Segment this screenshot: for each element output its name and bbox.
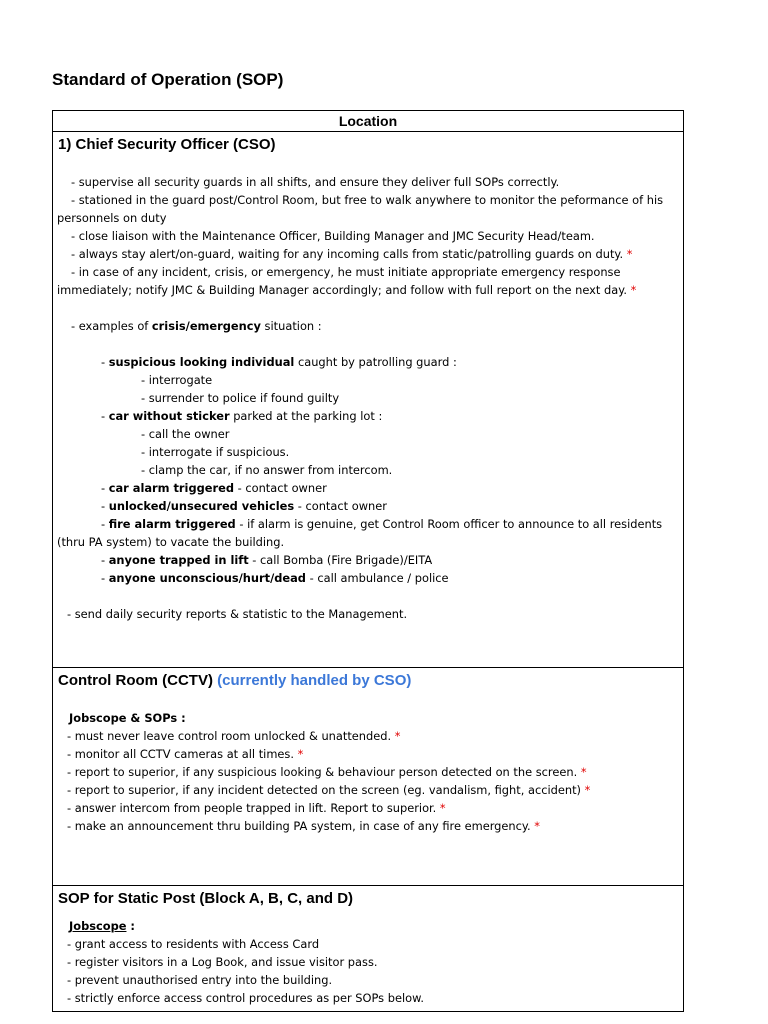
required-star: *: [584, 783, 591, 797]
cctv-item: - make an announcement thru building PA system, in case of any fire emergency. *: [67, 819, 540, 833]
cso-title: 1) Chief Security Officer (CSO): [58, 136, 276, 153]
cctv-title: Control Room (CCTV) (currently handled by CSO): [58, 672, 412, 689]
static-post-body: [53, 917, 683, 1007]
location-header: Location: [53, 111, 684, 132]
required-star: *: [297, 747, 304, 761]
cctv-note: (currently handled by CSO): [217, 672, 412, 689]
example-item: - anyone trapped in lift - call Bomba (Fire Brigade)/EITA: [101, 553, 433, 567]
cctv-item: - answer intercom from people trapped in lift. Report to superior. *: [67, 801, 446, 815]
cso-duty: - in case of any incident, crisis, or emergency, he must initiate appropriate emergency response immediately; notify JMC & Building Manager accordingly; and follow with full report on the next day. *: [57, 265, 637, 297]
static-post-section: [53, 886, 684, 1012]
cso-duty: - always stay alert/on-guard, waiting for any incoming calls from static/patrolling guards on duty. *: [71, 247, 633, 261]
example-item: - suspicious looking individual caught by patrolling guard :: [101, 355, 457, 369]
example-subitem: - interrogate if suspicious.: [141, 445, 290, 459]
cctv-body: [53, 691, 683, 835]
example-item: - car alarm triggered - contact owner: [101, 481, 327, 495]
example-item: - unlocked/unsecured vehicles - contact owner: [101, 499, 387, 513]
cctv-item: - monitor all CCTV cameras at all times. *: [67, 747, 304, 761]
cctv-item: - report to superior, if any incident detected on the screen (eg. vandalism, fight, accident) *: [67, 783, 591, 797]
example-subitem: - interrogate: [141, 373, 213, 387]
static-item: - prevent unauthorised entry into the building.: [67, 973, 333, 987]
cctv-item: - must never leave control room unlocked & unattended. *: [67, 729, 401, 743]
cso-duty: - stationed in the guard post/Control Room, but free to walk anywhere to monitor the peformance of his personnels on duty: [57, 193, 664, 225]
static-item: - strictly enforce access control procedures as per SOPs below.: [67, 991, 424, 1005]
cso-duty: - close liaison with the Maintenance Officer, Building Manager and JMC Security Head/team.: [71, 229, 595, 243]
required-star: *: [534, 819, 540, 833]
required-star: *: [630, 283, 637, 297]
cso-section: [53, 132, 684, 668]
required-star: *: [394, 729, 401, 743]
static-item: - register visitors in a Log Book, and issue visitor pass.: [67, 955, 378, 969]
jobscope-label: Jobscope :: [69, 919, 135, 933]
example-item: - car without sticker parked at the parking lot :: [101, 409, 383, 423]
required-star: *: [439, 801, 446, 815]
static-post-title: SOP for Static Post (Block A, B, C, and D): [58, 890, 354, 907]
required-star: *: [580, 765, 587, 779]
reports-line: - send daily security reports & statistic to the Management.: [67, 607, 408, 621]
example-subitem: - surrender to police if found guilty: [141, 391, 340, 405]
required-star: *: [626, 247, 633, 261]
examples-line: - examples of crisis/emergency situation :: [71, 319, 322, 333]
sop-table: [52, 110, 684, 1012]
page-title: Standard of Operation (SOP): [52, 70, 284, 89]
example-item: - anyone unconscious/hurt/dead - call ambulance / police: [101, 571, 449, 585]
cso-duty: - supervise all security guards in all shifts, and ensure they deliver full SOPs correctly.: [71, 175, 560, 189]
example-item: - fire alarm triggered - if alarm is genuine, get Control Room officer to announce to all residents (thru PA system) to vacate the building.: [57, 517, 663, 549]
jobscope-label: Jobscope & SOPs :: [69, 711, 186, 725]
cso-body: [53, 155, 683, 623]
example-subitem: - clamp the car, if no answer from intercom.: [141, 463, 393, 477]
cctv-item: - report to superior, if any suspicious looking & behaviour person detected on the screen. *: [67, 765, 587, 779]
static-item: - grant access to residents with Access Card: [67, 937, 320, 951]
example-subitem: - call the owner: [141, 427, 230, 441]
cctv-section: [53, 668, 684, 886]
